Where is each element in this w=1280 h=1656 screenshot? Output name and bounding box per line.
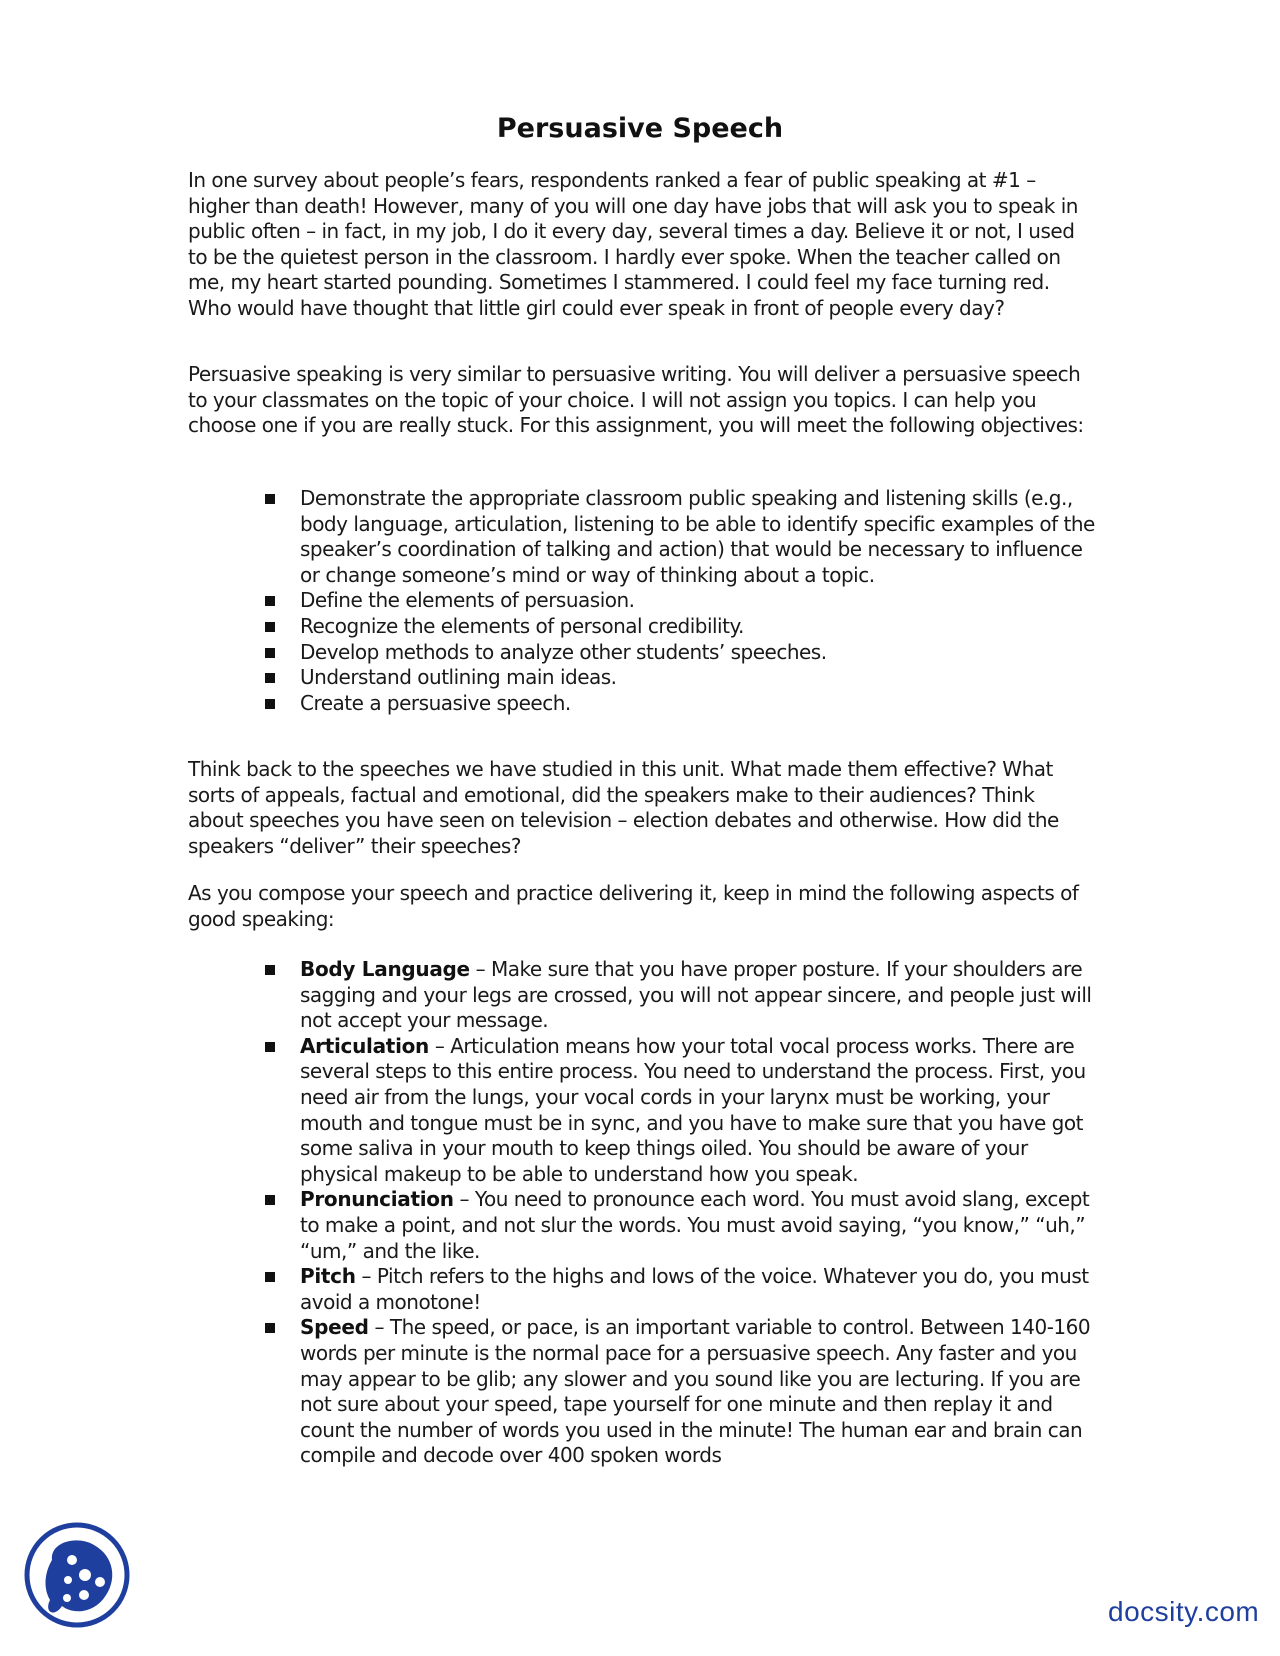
aspect-term: Articulation xyxy=(300,1033,429,1058)
objective-item: Develop methods to analyze other students’ speeches. xyxy=(263,640,1096,666)
square-bullet-icon xyxy=(265,596,275,606)
aspect-item-speed xyxy=(263,1315,1096,1469)
square-bullet-icon xyxy=(265,1323,275,1333)
aspect-item-pronunciation xyxy=(263,1187,1096,1264)
objectives-list xyxy=(263,486,1096,716)
aspect-item-pitch xyxy=(263,1264,1096,1315)
intro-paragraph: In one survey about people’s fears, respondents ranked a fear of public speaking at #1 – higher than death! However, many of you will one day have jobs that will ask you to speak in public often – in fact, in my job, I do it every day, several times a day. Believe it or not, I used to be the quietest person in the classroom. I hardly ever spoke. When the teacher called on me, my heart started pounding. Sometimes I stammered. I could feel my face turning red. Who would have thought that little girl could ever speak in front of people every day? xyxy=(188,168,1078,320)
square-bullet-icon xyxy=(265,1042,275,1052)
square-bullet-icon xyxy=(265,622,275,632)
docsity-logo-icon[interactable] xyxy=(22,1520,132,1630)
aspect-description: – You need to pronounce each word. You must avoid slang, except to make a point, and not slur the words. You must avoid saying, “you know,” “uh,” “um,” and the like. xyxy=(300,1187,1090,1263)
square-bullet-icon xyxy=(265,494,275,504)
aspect-description: – Pitch refers to the highs and lows of the voice. Whatever you do, you must avoid a monotone! xyxy=(300,1264,1089,1314)
square-bullet-icon xyxy=(265,1195,275,1205)
aspect-item-articulation xyxy=(263,1034,1096,1188)
aspect-term: Pitch xyxy=(300,1264,356,1289)
aspect-term: Speed xyxy=(300,1315,369,1340)
aspect-description: – Make sure that you have proper posture. If your shoulders are sagging and your legs are crossed, you will not appear sincere, and people just will not accept your message. xyxy=(300,957,1092,1033)
assignment-paragraph: Persuasive speaking is very similar to persuasive writing. You will deliver a persuasive speech to your classmates on the topic of your choice. I will not assign you topics. I can help you choose one if you are really stuck. For this assignment, you will meet the following objectives: xyxy=(188,362,1084,438)
aspect-description: – Articulation means how your total vocal process works. There are several steps to this entire process. You need to understand the process. First, you need air from the lungs, your vocal cords in your larynx must be working, your mouth and tongue must be in sync, and you have to make sure that you have got some saliva in your mouth to keep things oiled. You should be aware of your physical makeup to be able to understand how you speak. xyxy=(300,1033,1086,1186)
objective-item: Recognize the elements of personal credibility. xyxy=(263,614,1096,640)
square-bullet-icon xyxy=(265,965,275,975)
aspect-term: Pronunciation xyxy=(300,1187,454,1212)
reflection-paragraph: Think back to the speeches we have studied in this unit. What made them effective? What sorts of appeals, factual and emotional, did the speakers make to their audiences? Think about speeches you have seen on television – election debates and otherwise. How did the speakers “deliver” their speeches? xyxy=(188,757,1059,858)
square-bullet-icon xyxy=(265,699,275,709)
objective-item: Understand outlining main ideas. xyxy=(263,665,1096,691)
square-bullet-icon xyxy=(265,1272,275,1282)
page-title: Persuasive Speech xyxy=(496,113,784,144)
objective-item: Define the elements of persuasion. xyxy=(263,588,1096,614)
aspect-item-body-language xyxy=(263,957,1096,1034)
objective-item: Demonstrate the appropriate classroom public speaking and listening skills (e.g., body language, articulation, listening to be able to identify specific examples of the speaker’s coordination of talking and action) that would be necessary to influence or change someone’s mind or way of thinking about a topic. xyxy=(263,486,1096,588)
objective-item: Create a persuasive speech. xyxy=(263,691,1096,717)
square-bullet-icon xyxy=(265,648,275,658)
aspect-description: – The speed, or pace, is an important variable to control. Between 140-160 words per minute is the normal pace for a persuasive speech. Any faster and you may appear to be glib; any slower and you sound like you are lecturing. If you are not sure about your speed, tape yourself for one minute and then replay it and count the number of words you used in the minute! The human ear and brain can compile and decode over 400 spoken words xyxy=(300,1315,1091,1468)
aspects-paragraph: As you compose your speech and practice delivering it, keep in mind the following aspects of good speaking: xyxy=(188,881,1079,931)
docsity-brand-link[interactable]: docsity.com xyxy=(1108,1596,1260,1627)
square-bullet-icon xyxy=(265,673,275,683)
aspects-list xyxy=(263,957,1096,1469)
aspect-term: Body Language xyxy=(300,957,470,981)
